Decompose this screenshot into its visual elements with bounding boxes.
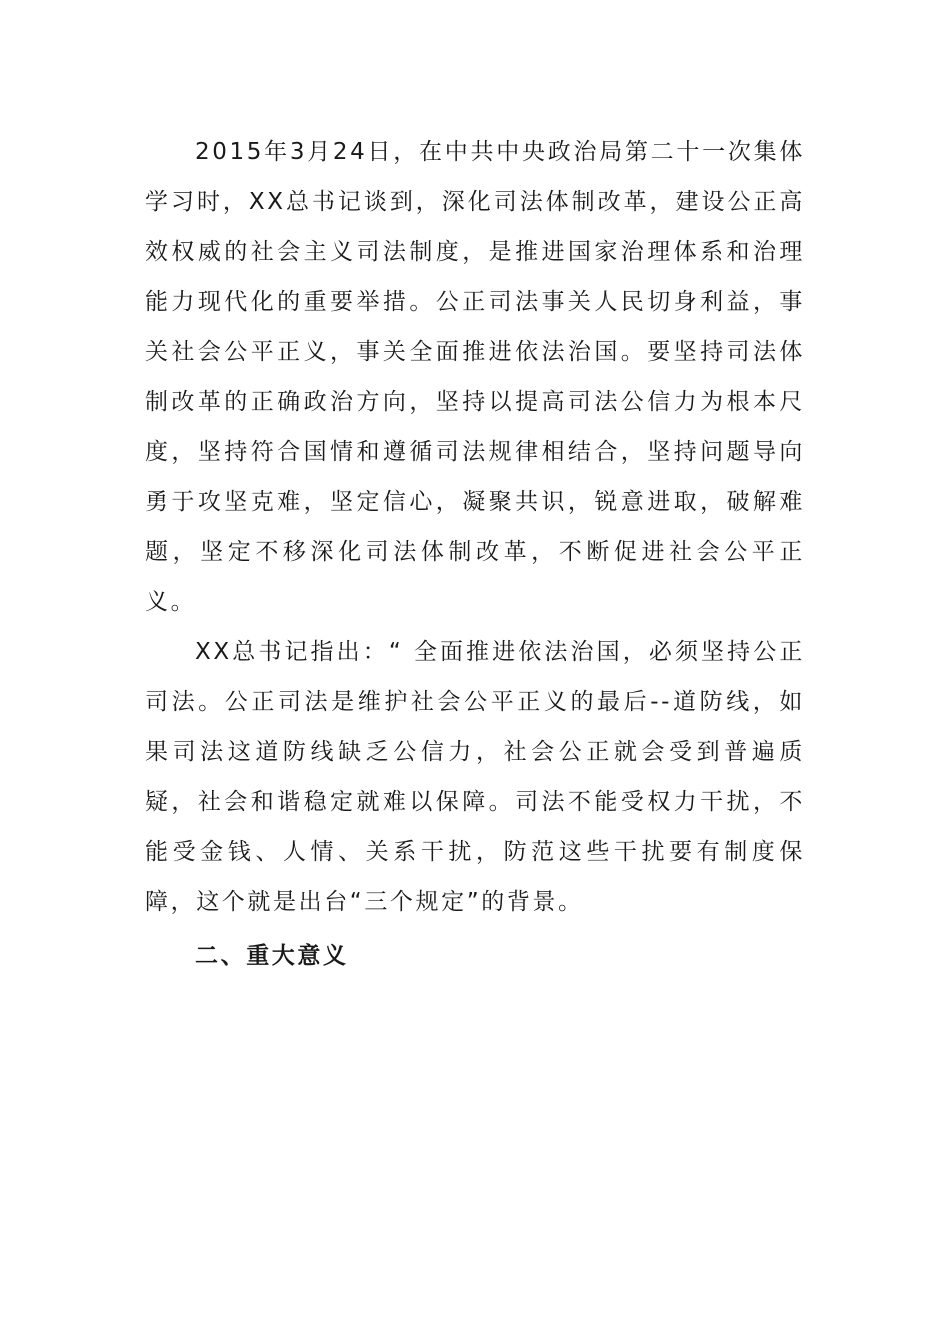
document-body <box>145 127 805 981</box>
section-heading: 二、重大意义 <box>195 943 349 969</box>
paragraph-background: 2015年3月24日，在中共中央政治局第二十一次集体学习时，XX总书记谈到，深化司法体制改革，建设公正高效权威的社会主义司法制度，是推进国家治理体系和治理能力现代化的重要举措。公正司法事关人民切身利益，事关社会公平正义，事关全面推进依法治国。要坚持司法体制改革的正确政治方向，坚持以提高司法公信力为根本尺度，坚持符合国情和遵循司法规律相结合，坚持问题导向勇于攻坚克难，坚定信心，凝聚共识，锐意进取，破解难题，坚定不移深化司法体制改革，不断促进社会公平正义。 <box>145 139 805 615</box>
paragraph-quote: XX总书记指出：“ 全面推进依法治国，必须坚持公正司法。公正司法是维护社会公平正义的最后--道防线，如果司法这道防线缺乏公信力，社会公正就会受到普遍质疑，社会和谐稳定就难以保障。司法不能受权力干扰，不能受金钱、人情、关系干扰，防范这些干扰要有制度保障，这个就是出台“三个规定”的背景。 <box>145 639 805 915</box>
